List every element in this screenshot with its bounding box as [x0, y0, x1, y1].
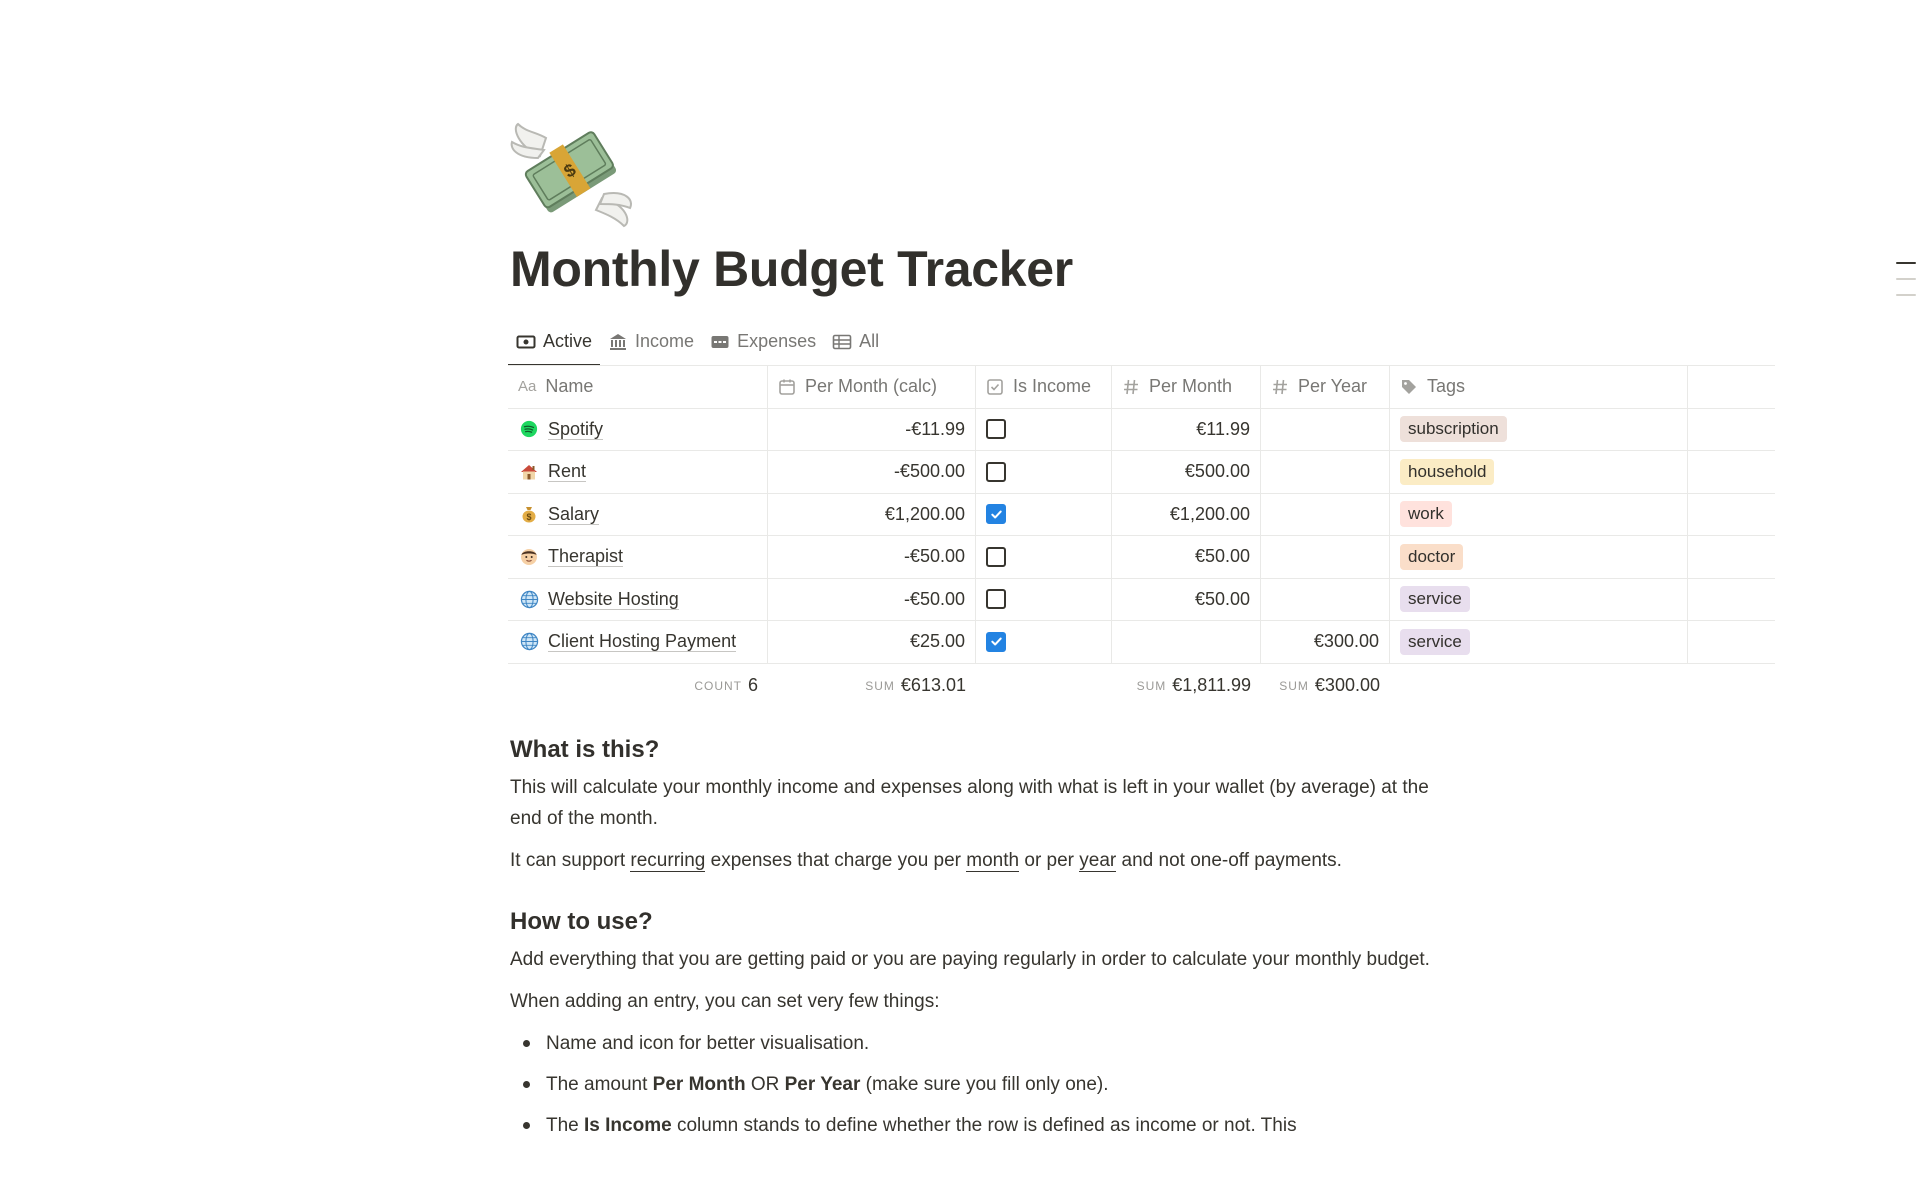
- is-income-checkbox[interactable]: [986, 632, 1006, 652]
- cell-is-income[interactable]: [976, 494, 1112, 536]
- cell-name[interactable]: [508, 536, 768, 578]
- cell-tags[interactable]: [1390, 451, 1688, 493]
- heading-how-to-use: How to use?: [510, 908, 653, 935]
- calc-value: €1,200.00: [884, 503, 965, 524]
- text-span: and not one-off payments.: [1116, 850, 1342, 871]
- tab-expenses-label: Expenses: [737, 331, 817, 351]
- column-header-label: Is Income: [1013, 376, 1092, 397]
- cell-is-income[interactable]: [976, 579, 1112, 621]
- cell-per-month-calc[interactable]: [768, 494, 976, 536]
- is-income-checkbox[interactable]: [986, 419, 1006, 439]
- cell-name[interactable]: [508, 494, 768, 536]
- cell-is-income[interactable]: [976, 536, 1112, 578]
- paragraph-how-1: Add everything that you are getting paid or you are paying regularly in order to calculate your monthly budget.: [510, 949, 1430, 970]
- calc-value: -€50.00: [903, 588, 965, 609]
- cell-tags[interactable]: [1390, 409, 1688, 451]
- column-header-per-year[interactable]: [1261, 366, 1390, 408]
- calc-value: -€11.99: [905, 418, 965, 439]
- per-month-value: €11.99: [1196, 418, 1250, 439]
- table-row[interactable]: [508, 536, 1775, 579]
- column-header-spacer: [1688, 366, 1775, 408]
- calc-value: €25.00: [909, 631, 965, 652]
- cell-tags[interactable]: [1390, 621, 1688, 663]
- sum-label: SUM: [865, 678, 895, 693]
- row-name[interactable]: Rent: [548, 461, 587, 482]
- table-row[interactable]: [508, 621, 1775, 664]
- table-body: [508, 409, 1775, 664]
- text-span: The: [546, 1115, 585, 1136]
- cell-per-month-calc[interactable]: [768, 579, 976, 621]
- column-header-per-month[interactable]: [1112, 366, 1261, 408]
- column-header-calc[interactable]: [768, 366, 976, 408]
- cell-per-year[interactable]: [1261, 494, 1390, 536]
- footer-is-income[interactable]: [976, 664, 1112, 708]
- cell-spacer: [1688, 621, 1775, 663]
- footer-per-month-sum[interactable]: [1112, 664, 1261, 708]
- text-span: The amount: [546, 1074, 653, 1095]
- sum-label: SUM: [1136, 678, 1167, 693]
- cell-per-year[interactable]: [1261, 409, 1390, 451]
- row-name[interactable]: Spotify: [548, 418, 604, 439]
- table-row[interactable]: [508, 409, 1775, 452]
- cell-is-income[interactable]: [976, 451, 1112, 493]
- tab-income-label: Income: [635, 331, 695, 351]
- row-name[interactable]: Salary: [548, 503, 600, 524]
- table-header: [508, 366, 1775, 409]
- column-header-label: Per Month: [1149, 376, 1233, 397]
- cell-per-month[interactable]: [1112, 621, 1261, 663]
- cell-is-income[interactable]: [976, 621, 1112, 663]
- underlined-recurring: recurring: [630, 850, 706, 871]
- cell-per-year[interactable]: [1261, 621, 1390, 663]
- cell-tags[interactable]: [1390, 536, 1688, 578]
- calc-value: -€500.00: [893, 461, 965, 482]
- row-name[interactable]: Therapist: [548, 546, 624, 567]
- tag-badge[interactable]: work: [1400, 501, 1452, 527]
- paragraph-what-1: This will calculate your monthly income and expenses along with what is left in your wallet (by average) at the end of the month.: [510, 777, 1429, 829]
- toc-line[interactable]: [1896, 294, 1916, 296]
- house-icon[interactable]: [518, 461, 540, 483]
- is-income-checkbox[interactable]: [986, 504, 1006, 524]
- cell-tags[interactable]: [1390, 579, 1688, 621]
- underlined-year: year: [1079, 850, 1117, 871]
- cell-per-year[interactable]: [1261, 536, 1390, 578]
- person-icon[interactable]: [518, 546, 540, 568]
- footer-calc-sum[interactable]: [768, 664, 976, 708]
- tab-all[interactable]: [824, 318, 887, 365]
- tab-expenses[interactable]: [702, 318, 824, 365]
- table-row[interactable]: [508, 451, 1775, 494]
- spotify-icon[interactable]: [518, 418, 540, 440]
- column-header-label: Name: [545, 376, 594, 397]
- cell-name[interactable]: [508, 409, 768, 451]
- svg-text:$: $: [560, 159, 580, 182]
- column-header-is-income[interactable]: [976, 366, 1112, 408]
- calc-value: -€50.00: [903, 546, 965, 567]
- card-icon: [710, 332, 730, 352]
- database-table: [508, 366, 1775, 708]
- tag-type-icon: [1400, 378, 1418, 396]
- column-header-label: Tags: [1427, 376, 1466, 397]
- table-row[interactable]: [508, 494, 1775, 537]
- heading-what-is-this: What is this?: [510, 736, 660, 763]
- is-income-checkbox[interactable]: [986, 589, 1006, 609]
- per-month-value: €50.00: [1194, 588, 1250, 609]
- text-span: It can support: [510, 850, 631, 871]
- is-income-checkbox[interactable]: [986, 547, 1006, 567]
- bold-per-year: Per Year: [784, 1074, 861, 1095]
- cell-per-month[interactable]: [1112, 536, 1261, 578]
- money-with-wings-icon[interactable]: [510, 118, 634, 230]
- list-item: [510, 1110, 1435, 1141]
- cell-per-month-calc[interactable]: [768, 451, 976, 493]
- table-row[interactable]: [508, 579, 1775, 622]
- toc-line[interactable]: [1896, 278, 1916, 280]
- cell-per-year[interactable]: [1261, 451, 1390, 493]
- table-icon: [832, 332, 852, 352]
- list-item-text: Name and icon for better visualisation.: [546, 1033, 870, 1054]
- cell-per-year[interactable]: [1261, 579, 1390, 621]
- money-bag-icon[interactable]: [518, 503, 540, 525]
- cell-name[interactable]: [508, 579, 768, 621]
- bold-per-month: Per Month: [652, 1074, 746, 1095]
- cell-name[interactable]: [508, 621, 768, 663]
- row-name[interactable]: Website Hosting: [548, 588, 679, 609]
- calendar-icon: [778, 378, 796, 396]
- view-tabs: [508, 318, 887, 365]
- text-span: OR: [745, 1074, 785, 1095]
- column-header-label: Per Month (calc): [805, 376, 938, 397]
- page-title: Monthly Budget Tracker: [510, 241, 1073, 297]
- bullet-list: [510, 1028, 1435, 1141]
- cell-spacer: [1688, 536, 1775, 578]
- cell-per-month-calc[interactable]: [768, 409, 976, 451]
- underlined-month: month: [966, 850, 1020, 871]
- column-header-tags[interactable]: [1390, 366, 1688, 408]
- table-footer: [508, 664, 1775, 708]
- footer-count[interactable]: [508, 664, 768, 708]
- bold-is-income: Is Income: [584, 1115, 672, 1136]
- list-item: [510, 1069, 1435, 1100]
- per-month-value: €500.00: [1184, 461, 1250, 482]
- cell-spacer: [1688, 494, 1775, 536]
- column-header-label: Per Year: [1298, 376, 1368, 397]
- tag-badge[interactable]: doctor: [1400, 544, 1463, 570]
- tag-badge[interactable]: service: [1400, 586, 1470, 612]
- cell-spacer: [1688, 451, 1775, 493]
- toc-line-active[interactable]: [1896, 262, 1916, 264]
- text-span: column stands to define whether the row is defined as income or not. This: [671, 1115, 1297, 1136]
- cell-spacer: [1688, 579, 1775, 621]
- cell-per-month[interactable]: [1112, 579, 1261, 621]
- cell-per-month[interactable]: [1112, 451, 1261, 493]
- cell-per-month[interactable]: [1112, 494, 1261, 536]
- globe-icon[interactable]: [518, 588, 540, 610]
- cell-per-month-calc[interactable]: [768, 536, 976, 578]
- checkbox-type-icon: [986, 378, 1004, 396]
- per-month-value: €1,200.00: [1169, 503, 1250, 524]
- per-year-value: €300.00: [1313, 631, 1379, 652]
- text-span: (make sure you fill only one).: [860, 1074, 1109, 1095]
- cell-spacer: [1688, 409, 1775, 451]
- row-name[interactable]: Client Hosting Payment: [548, 631, 737, 652]
- calc-sum-value: €613.01: [900, 675, 966, 695]
- tab-income[interactable]: [600, 318, 702, 365]
- per-year-sum-value: €300.00: [1314, 675, 1380, 695]
- tag-badge[interactable]: subscription: [1400, 416, 1507, 442]
- tab-active-label: Active: [543, 331, 593, 351]
- cell-is-income[interactable]: [976, 409, 1112, 451]
- svg-text:$: $: [526, 512, 532, 523]
- sum-label: SUM: [1279, 678, 1309, 693]
- per-month-sum-value: €1,811.99: [1172, 675, 1251, 695]
- count-value: 6: [747, 675, 758, 695]
- tag-badge[interactable]: household: [1400, 459, 1494, 485]
- table-of-contents-minimap[interactable]: [1896, 262, 1916, 310]
- is-income-checkbox[interactable]: [986, 462, 1006, 482]
- cell-name[interactable]: [508, 451, 768, 493]
- cell-per-month-calc[interactable]: [768, 621, 976, 663]
- tab-all-label: All: [859, 331, 880, 351]
- text-span: or per: [1019, 850, 1080, 871]
- tag-badge[interactable]: service: [1400, 629, 1470, 655]
- number-type-icon: [1122, 378, 1140, 396]
- tab-active[interactable]: [508, 318, 600, 365]
- cell-per-month[interactable]: [1112, 409, 1261, 451]
- footer-per-year-sum[interactable]: [1261, 664, 1390, 708]
- paragraph-what-2: [510, 845, 1435, 876]
- text-span: expenses that charge you per: [705, 850, 967, 871]
- list-item: [510, 1028, 1435, 1059]
- number-type-icon: [1271, 378, 1289, 396]
- page-content: [510, 730, 1435, 1151]
- paragraph-how-2: When adding an entry, you can set very few things:: [510, 991, 940, 1012]
- globe-icon[interactable]: [518, 631, 540, 653]
- cell-tags[interactable]: [1390, 494, 1688, 536]
- count-label: COUNT: [694, 678, 742, 693]
- money-icon: [516, 332, 536, 352]
- text-type-icon: Aa: [518, 378, 537, 396]
- per-month-value: €50.00: [1194, 546, 1250, 567]
- bank-icon: [608, 332, 628, 352]
- column-header-name[interactable]: [508, 366, 768, 408]
